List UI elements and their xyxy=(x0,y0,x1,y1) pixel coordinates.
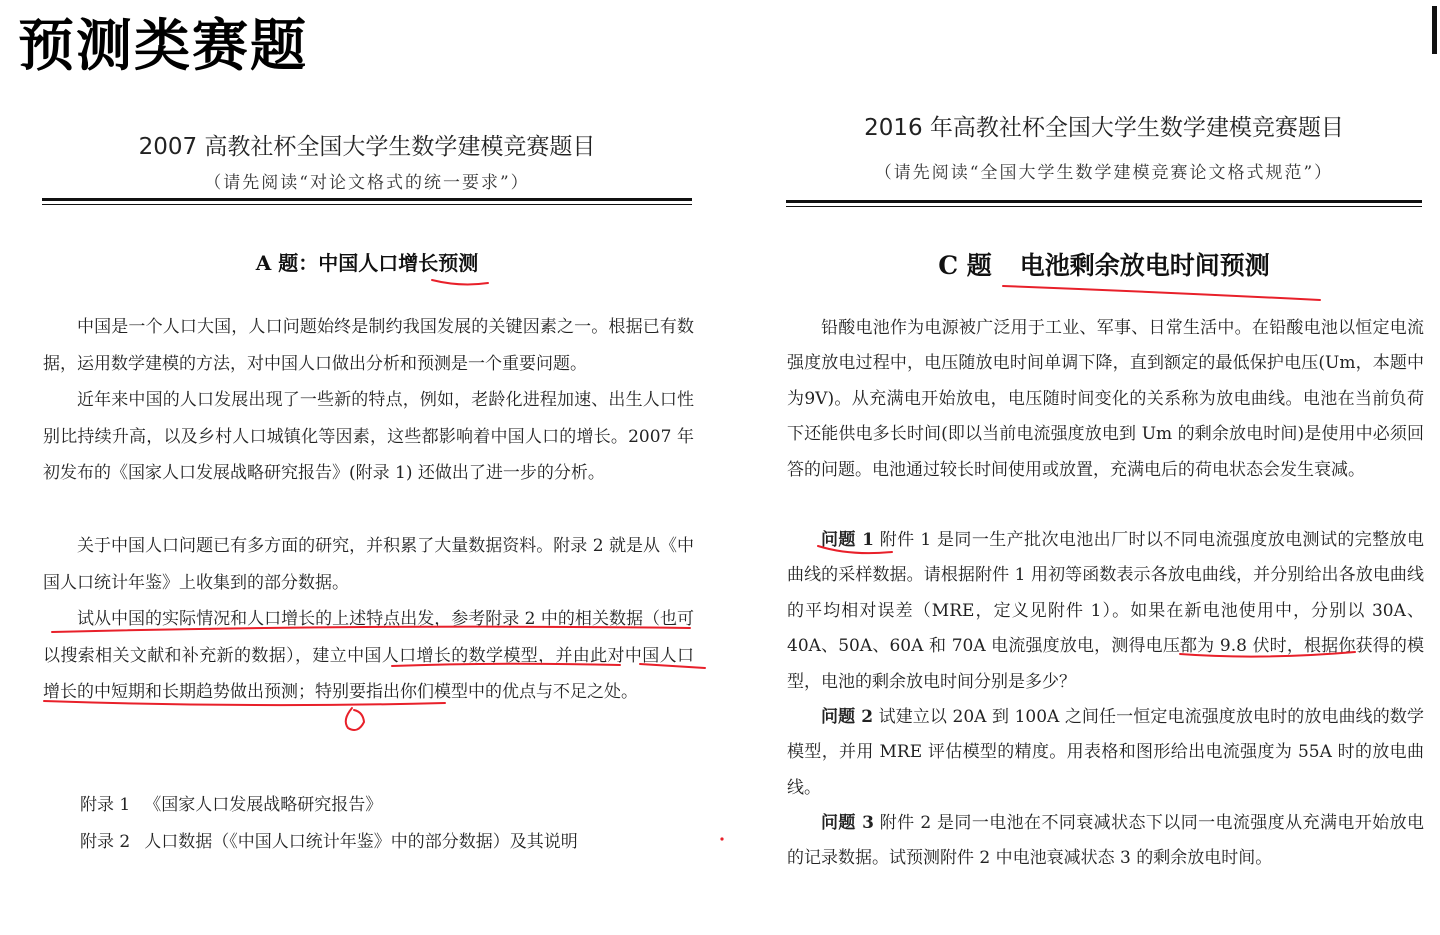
left-paragraph-4: 试从中国的实际情况和人口增长的上述特点出发，参考附录 2 中的相关数据（也可以搜索相关文献和补充新的数据），建立中国人口增长的数学模型，并由此对中国人口增长的中短期和长期趋势做出预测；特别要指出你们模型中的优点与不足之处。 xyxy=(43,609,694,702)
appendix-2-text: 人口数据（《中国人口统计年鉴》中的部分数据）及其说明 xyxy=(144,832,578,852)
left-paragraph-3: 关于中国人口问题已有多方面的研究，并积累了大量数据资料。附录 2 就是从《中国人口统计年鉴》上收集到的部分数据。 xyxy=(43,536,694,593)
left-doc-title: 2007 高教社杯全国大学生数学建模竞赛题目 xyxy=(138,134,596,160)
question-3-text: 附件 2 是同一电池在不同衰减状态下以同一电流强度从充满电开始放电的记录数据。试预测附件 2 中电池衰减状态 3 的剩余放电时间。 xyxy=(787,813,1424,869)
question-1 xyxy=(787,523,1424,700)
scribble-left-circle xyxy=(346,708,364,730)
right-header-rule-thin xyxy=(786,206,1422,207)
edge-marker xyxy=(1432,6,1437,54)
appendix-1-label: 附录 1 xyxy=(80,795,131,815)
right-problem-title: 电池剩余放电时间预测 xyxy=(1019,251,1270,280)
red-dot-mark xyxy=(720,837,723,840)
appendix-1 xyxy=(80,790,382,815)
right-intro-paragraph: 铅酸电池作为电源被广泛用于工业、军事、日常生活中。在铅酸电池以恒定电流强度放电过程中，电压随放电时间单调下降，直到额定的最低保护电压(Um，本题中为9V)。从充满电开始放电，电压随时间变化的关系称为放电曲线。电池在当前负荷下还能供电多长时间(即以当前电流强度放电到 Um 的剩余放电时间)是使用中必须回答的问题。电池通过较长时间使用或放置，充满电后的荷电状态会发生衰减。 xyxy=(787,318,1424,480)
question-2 xyxy=(787,700,1424,806)
appendix-1-text: 《国家人口发展战略研究报告》 xyxy=(144,795,383,815)
right-problem-heading xyxy=(784,246,1424,282)
left-header-rule xyxy=(42,198,692,201)
question-3-label: 问题 3 xyxy=(821,813,874,833)
question-1-label: 问题 1 xyxy=(821,530,874,550)
slide-title: 预测类赛题 xyxy=(18,14,308,79)
underline-left-title xyxy=(432,280,488,284)
question-2-text: 试建立以 20A 到 100A 之间任一恒定电流强度放电时的放电曲线的数学模型，并用 MRE 评估模型的精度。用表格和图形给出电流强度为 55A 时的放电曲线。 xyxy=(787,707,1424,798)
right-doc-title: 2016 年高教社杯全国大学生数学建模竞赛题目 xyxy=(864,115,1344,141)
appendix-2 xyxy=(80,827,578,852)
left-problem-heading xyxy=(40,247,694,276)
question-2-label: 问题 2 xyxy=(821,707,874,727)
appendix-2-label: 附录 2 xyxy=(80,832,131,852)
underline-right-title xyxy=(1003,286,1320,300)
right-header-rule xyxy=(786,200,1422,203)
question-3 xyxy=(787,806,1424,877)
left-problem-label: A 题： xyxy=(255,251,319,275)
left-problem-title: 中国人口增长预测 xyxy=(318,251,479,275)
left-doc-subtitle: （请先阅读“对论文格式的统一要求”） xyxy=(204,173,530,193)
right-problem-label: C 题 xyxy=(938,251,992,280)
left-paragraph-1: 中国是一个人口大国，人口问题始终是制约我国发展的关键因素之一。根据已有数据，运用数学建模的方法，对中国人口做出分析和预测是一个重要问题。 xyxy=(43,317,694,374)
right-doc-subtitle: （请先阅读“全国大学生数学建模竞赛论文格式规范”） xyxy=(874,163,1334,183)
question-1-text: 附件 1 是同一生产批次电池出厂时以不同电流强度放电测试的完整放电曲线的采样数据。请根据附件 1 用初等函数表示各放电曲线，并分别给出各放电曲线的平均相对误差（MRE，定义见附件 1）。如果在新电池使用中，分别以 30A、40A、50A、60A 和 70A 电流强度放电，测得电压都为 9.8 伏时，根据你获得的模型，电池的剩余放电时间分别是多少？ xyxy=(787,530,1424,692)
left-header-rule-thin xyxy=(42,204,692,205)
left-paragraph-2: 近年来中国的人口发展出现了一些新的特点，例如，老龄化进程加速、出生人口性别比持续升高，以及乡村人口城镇化等因素，这些都影响着中国人口的增长。2007 年初发布的《国家人口发展战略研究报告》(附录 1) 还做出了进一步的分析。 xyxy=(43,390,694,483)
